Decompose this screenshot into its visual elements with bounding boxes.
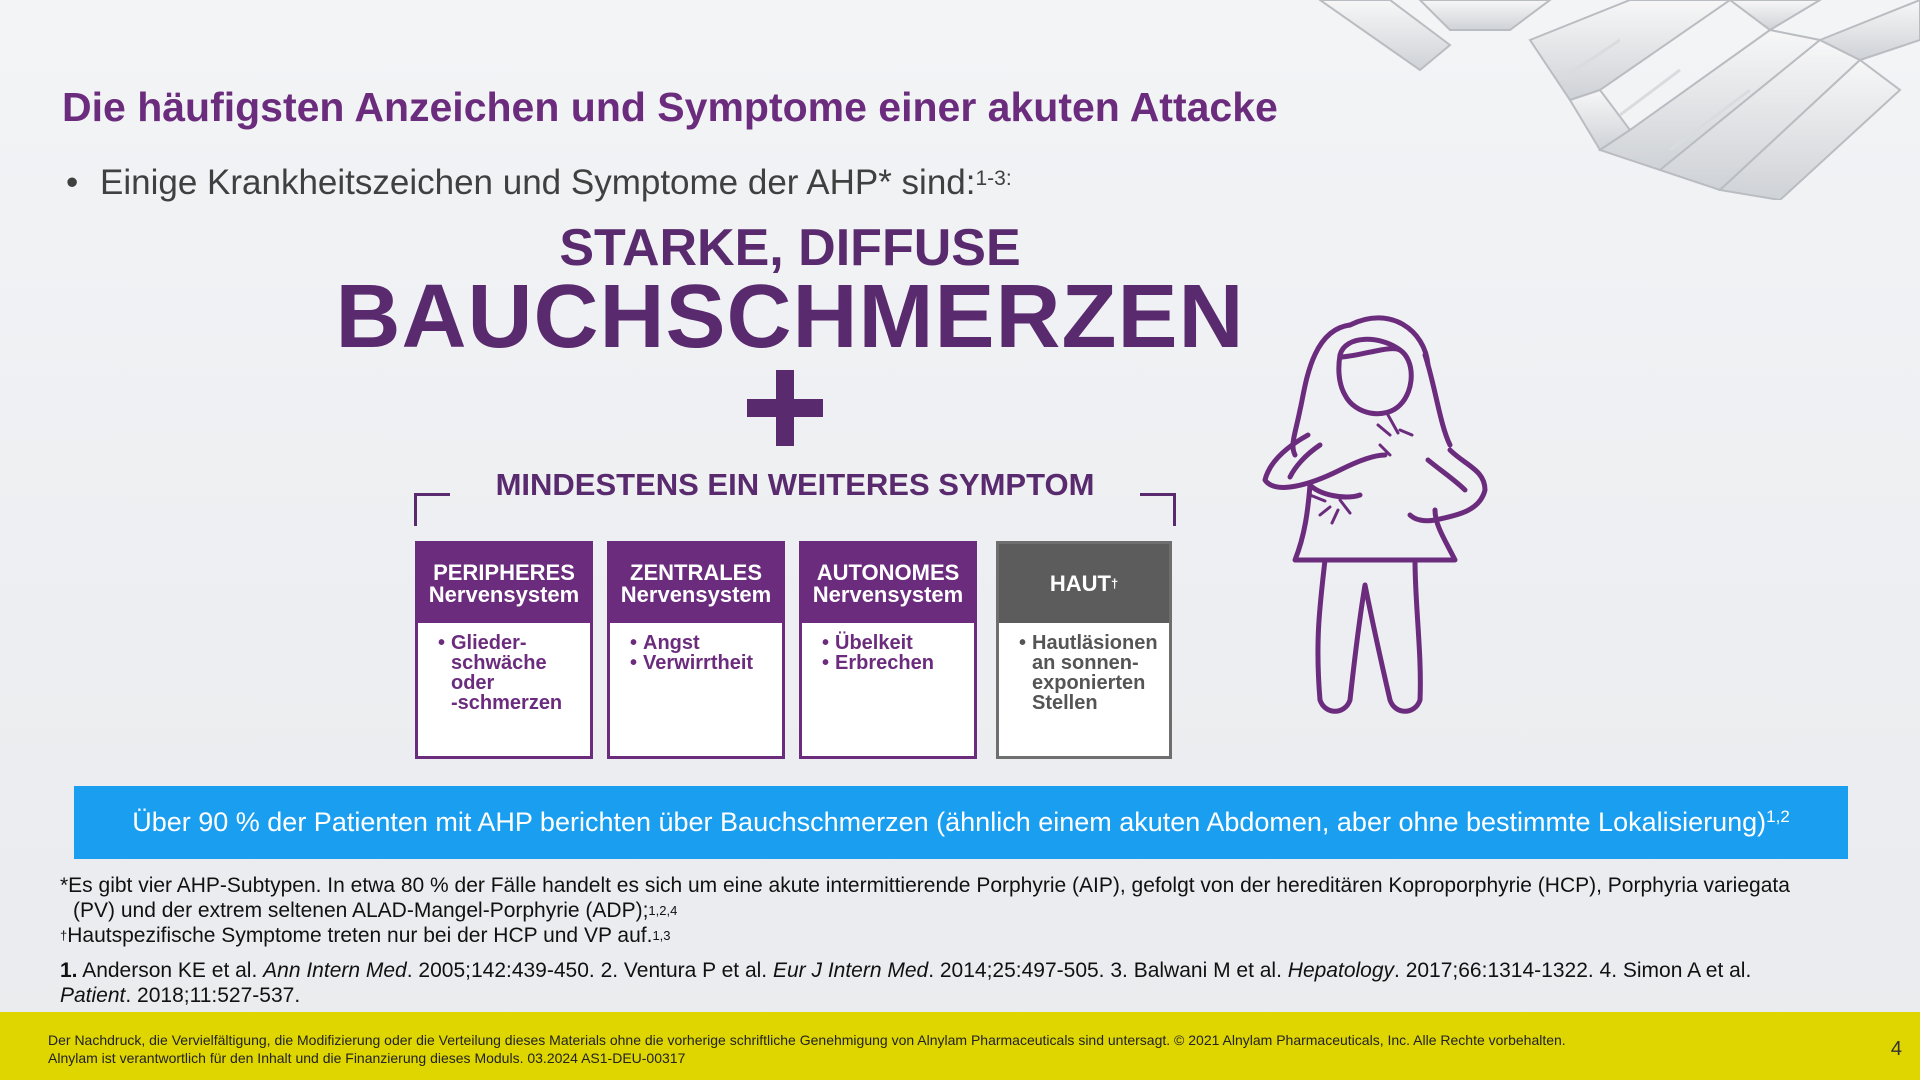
symptom-box-header [418, 544, 590, 623]
symptom-box-central [607, 541, 785, 759]
symptom-box-header [999, 544, 1169, 623]
headline-line-1: STARKE, DIFFUSE [559, 219, 1021, 277]
references: 1. Anderson KE et al. Ann Intern Med. 2005;142:439-450. 2. Ventura P et al. Eur J Intern Med. 2014;25:497-505. 3. Balwani M et al. Hepatology. 2017;66:1314-1322. 4. Simon A et al. Patient. 2018;11:527-537. [60, 959, 1752, 1007]
symptom-box-peripheral [415, 541, 593, 759]
symptom-list [418, 623, 590, 713]
footnote-subtypes: *Es gibt vier AHP-Subtypen. In etwa 80 % der Fälle handelt es sich um eine akute intermittierende Porphyrie (AIP), gefolgt von der hereditären Koproporphyrie (HCP), Porphyria variegata (PV) und der extrem seltenen ALAD-Mangel-Porphyrie (ADP);$^{1,2,4}$ [60, 874, 1790, 922]
intro-bullet [66, 163, 1012, 203]
symptom-box-skin [996, 541, 1172, 759]
bullet-dot: • [66, 163, 79, 202]
bracket-right [1140, 493, 1176, 526]
legal-line-1: Der Nachdruck, die Vervielfältigung, die Modifizierung oder die Verteilung dieses Materials ohne die vorherige schriftliche Genehmigung von Alnylam Pharmaceuticals sind untersagt. © 2021 Alnylam Pharmaceuticals, Inc. Alle Rechte vorbehalten. [48, 1032, 1566, 1048]
symptom-list [610, 623, 782, 673]
banner-text: Über 90 % der Patienten mit AHP berichten über Bauchschmerzen (ähnlich einem akuten Abdomen, aber ohne bestimmte Lokalisierung) [132, 807, 1767, 837]
key-statement-banner [74, 786, 1848, 859]
box-header-line-2: Nervensystem [812, 581, 964, 607]
symptom-item: • Verwirrtheit [630, 653, 770, 673]
maze-image [1300, 0, 1920, 200]
additional-symptom-label: MINDESTENS EIN WEITERES SYMPTOM [495, 467, 1095, 502]
symptom-box-header [610, 544, 782, 623]
headline-line-2: BAUCHSCHMERZEN [335, 267, 1245, 367]
symptom-item: • Übelkeit [822, 633, 962, 653]
banner-reference: 1,2 [1766, 806, 1790, 826]
bullet-reference: 1-3: [975, 167, 1012, 190]
box-header-line-2: Nervensystem [620, 581, 772, 607]
slide-title: Die häufigsten Anzeichen und Symptome einer akuten Attacke [62, 84, 1278, 130]
plus-icon [747, 370, 823, 446]
symptom-box-autonomic [799, 541, 977, 759]
symptom-box-header [802, 544, 974, 623]
legal-notice [48, 1031, 1566, 1067]
legal-line-2: Alnylam ist verantwortlich für den Inhalt und die Finanzierung dieses Moduls. 03.2024 AS1-DEU-00317 [48, 1050, 686, 1066]
bracket-left [414, 493, 450, 526]
symptom-item: • Glieder- schwäche oder -schmerzen [438, 633, 578, 713]
footnotes [60, 873, 1870, 1008]
footnote-skin: †Hautspezifische Symptome treten nur bei der HCP und VP auf.$^{1,3}$ [60, 924, 671, 947]
box-header-line-2: Nervensystem [428, 581, 580, 607]
bullet-text: Einige Krankheitszeichen und Symptome der AHP* sind: [100, 163, 976, 202]
symptom-list [802, 623, 974, 673]
box-header-line-1: ZENTRALES [630, 559, 762, 585]
girl-abdominal-pain-icon [1250, 295, 1500, 725]
page-number: 4 [1890, 1038, 1902, 1060]
symptom-list [999, 623, 1169, 713]
symptom-item: • Hautläsionen an sonnen- exponierten Stellen [1019, 633, 1157, 713]
symptom-item: • Erbrechen [822, 653, 962, 673]
box-header-line-1: HAUT† [1049, 570, 1119, 596]
symptom-item: • Angst [630, 633, 770, 653]
box-header-line-1: AUTONOMES [816, 559, 960, 585]
box-header-line-1: PERIPHERES [433, 559, 575, 585]
